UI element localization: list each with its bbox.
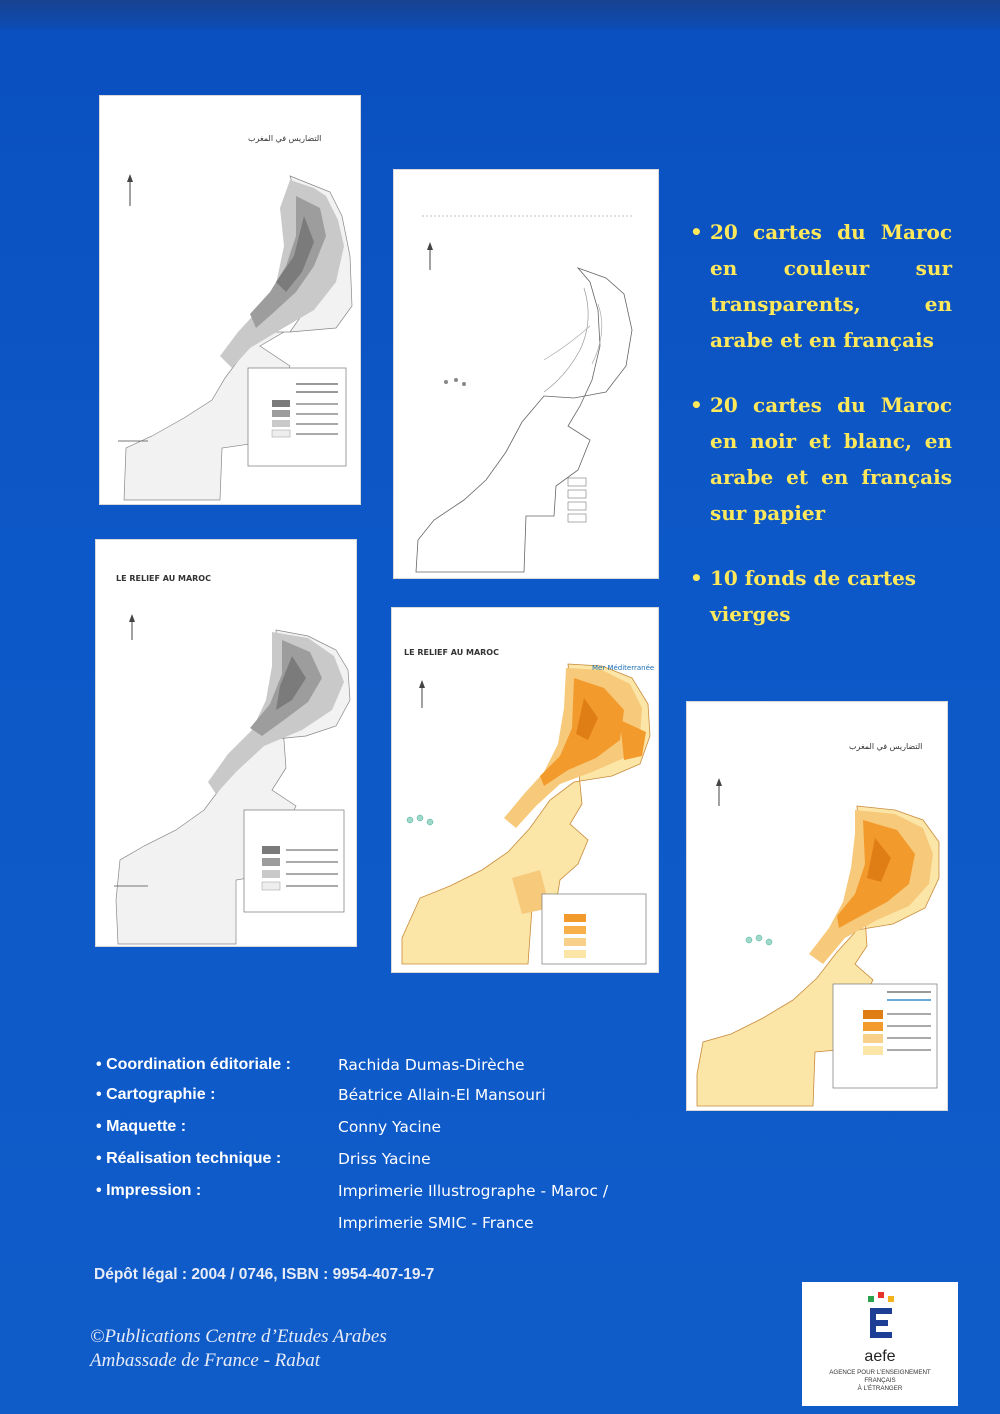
agency-line: AGENCE POUR L’ENSEIGNEMENT FRANÇAIS [829,1369,931,1384]
map-grey-arabic [100,96,360,504]
credit-label [96,1118,186,1136]
credit-label-text: Maquette : [106,1118,187,1135]
credit-value: Conny Yacine [338,1118,442,1136]
agency-line: À L’ÉTRANGER [857,1385,903,1392]
bullet: • [96,1118,102,1135]
publisher [90,1325,387,1373]
map-card-colour-french [392,608,658,972]
aefe-emblem-icon [802,1282,958,1348]
bullet: • [96,1086,102,1103]
map-colour-french [392,608,658,972]
aefe-agency-name [814,1369,946,1393]
feature-item [690,387,952,531]
top-band [0,0,1000,30]
map-card-colour-arabic [687,702,947,1110]
feature-list [690,214,952,661]
map-title: LE RELIEF AU MAROC [404,648,499,657]
map-card-grey-arabic [100,96,360,504]
credit-label-text: Coordination éditoriale : [106,1056,291,1073]
aefe-logo [802,1282,958,1406]
map-title: التضاريس في المغرب [849,742,923,751]
bullet: • [96,1150,102,1167]
credit-label-text: Cartographie : [106,1086,216,1103]
bullet: • [690,566,703,590]
bullet: • [690,393,703,417]
feature-text: 20 cartes du Maroc en noir et blanc, en arabe et en français sur papier [710,393,952,525]
bullet: • [690,220,703,244]
svg-text:Mer Méditerranée: Mer Méditerranée [592,664,655,672]
credit-value: Imprimerie Illustrographe - Maroc / [338,1182,609,1200]
credit-value: Driss Yacine [338,1150,431,1168]
legal-deposit: Dépôt légal : 2004 / 0746, ISBN : 9954-407-19-7 [94,1266,435,1283]
feature-text: 10 fonds de cartes vierges [710,566,917,626]
publisher-line: ©Publications Centre d’Etudes Arabes [90,1326,387,1347]
feature-item [690,560,952,632]
credit-label [96,1086,215,1104]
aefe-wordmark: aefe [864,1348,896,1365]
map-card-grey-french [96,540,356,946]
map-card-blank [394,170,658,578]
credit-label-text: Réalisation technique : [106,1150,282,1167]
credit-label [96,1056,291,1074]
feature-text: 20 cartes du Maroc en couleur sur transparents, en arabe et en français [710,220,952,352]
publisher-line: Ambassade de France - Rabat [90,1350,321,1371]
map-colour-arabic [687,702,947,1110]
map-grey-french [96,540,356,946]
bullet: • [96,1056,102,1073]
feature-item [690,214,952,358]
credit-value: Rachida Dumas-Dirèche [338,1056,525,1074]
credit-value: Imprimerie SMIC - France [338,1214,534,1232]
map-title: التضاريس في المغرب [248,134,322,143]
credit-label [96,1150,281,1168]
credit-label-text: Impression : [106,1182,202,1199]
credit-label [96,1182,201,1200]
map-blank-outline [394,170,658,578]
map-title: LE RELIEF AU MAROC [116,574,211,583]
credit-value: Béatrice Allain-El Mansouri [338,1086,546,1104]
bullet: • [96,1182,102,1199]
